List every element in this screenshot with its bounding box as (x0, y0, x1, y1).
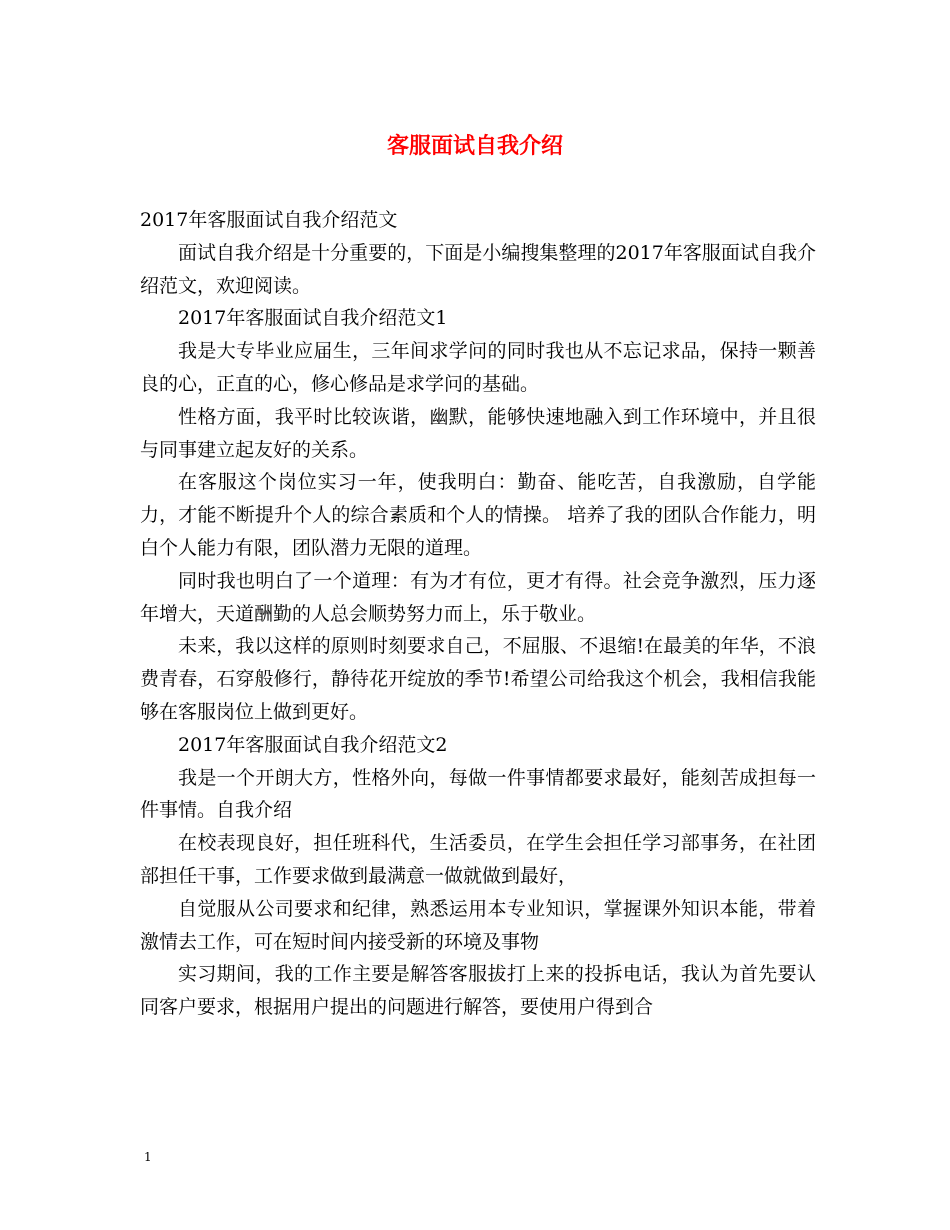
paragraph: 我是大专毕业应届生，三年间求学问的同时我也从不忘记求品，保持一颗善良的心，正直的心，修心修品是求学问的基础。 (140, 340, 816, 395)
paragraph: 在校表现良好，担任班科代，生活委员，在学生会担任学习部事务，在社团部担任干事，工作要求做到最满意一做就做到最好， (140, 832, 816, 887)
section-heading: 2017年客服面试自我介绍范文2 (178, 733, 448, 756)
paragraph: 面试自我介绍是十分重要的，下面是小编搜集整理的2017年客服面试自我介绍范文，欢迎阅读。 (140, 241, 816, 297)
paragraph: 2017年客服面试自我介绍范文 (140, 209, 398, 231)
paragraph: 同时我也明白了一个道理：有为才有位，更才有得。社会竞争激烈，压力逐年增大，天道酬勤的人总会顺势努力而上，乐于敬业。 (140, 569, 816, 625)
page-number: 1 (144, 1150, 152, 1164)
paragraph: 未来，我以这样的原则时刻要求自己，不屈服、不退缩!在最美的年华，不浪费青春，石穿般修行，静待花开绽放的季节!希望公司给我这个机会，我相信我能够在客服岗位上做到更好。 (140, 635, 816, 723)
paragraph: 我是一个开朗大方，性格外向，每做一件事情都要求最好，能刻苦成担每一件事情。自我介绍 (140, 766, 816, 822)
document-title: 客服面试自我介绍 (386, 134, 563, 159)
paragraph: 性格方面，我平时比较诙谐，幽默，能够快速地融入到工作环境中，并且很与同事建立起友好的关系。 (140, 405, 816, 461)
paragraph: 自觉服从公司要求和纪律，熟悉运用本专业知识，掌握课外知识本能，带着激情去工作，可在短时间内接受新的环境及事物 (140, 897, 816, 953)
section-heading: 2017年客服面试自我介绍范文1 (178, 307, 448, 330)
paragraph: 在客服这个岗位实习一年，使我明白：勤奋、能吃苦，自我激励，自学能力，才能不断提升个人的综合素质和个人的情操。 培养了我的团队合作能力，明白个人能力有限，团队潜力无限的道理。 (140, 471, 816, 559)
paragraph: 实习期间，我的工作主要是解答客服拔打上来的投拆电话，我认为首先要认同客户要求，根据用户提出的问题进行解答，要使用户得到合 (140, 963, 816, 1019)
document-body (140, 204, 816, 1024)
